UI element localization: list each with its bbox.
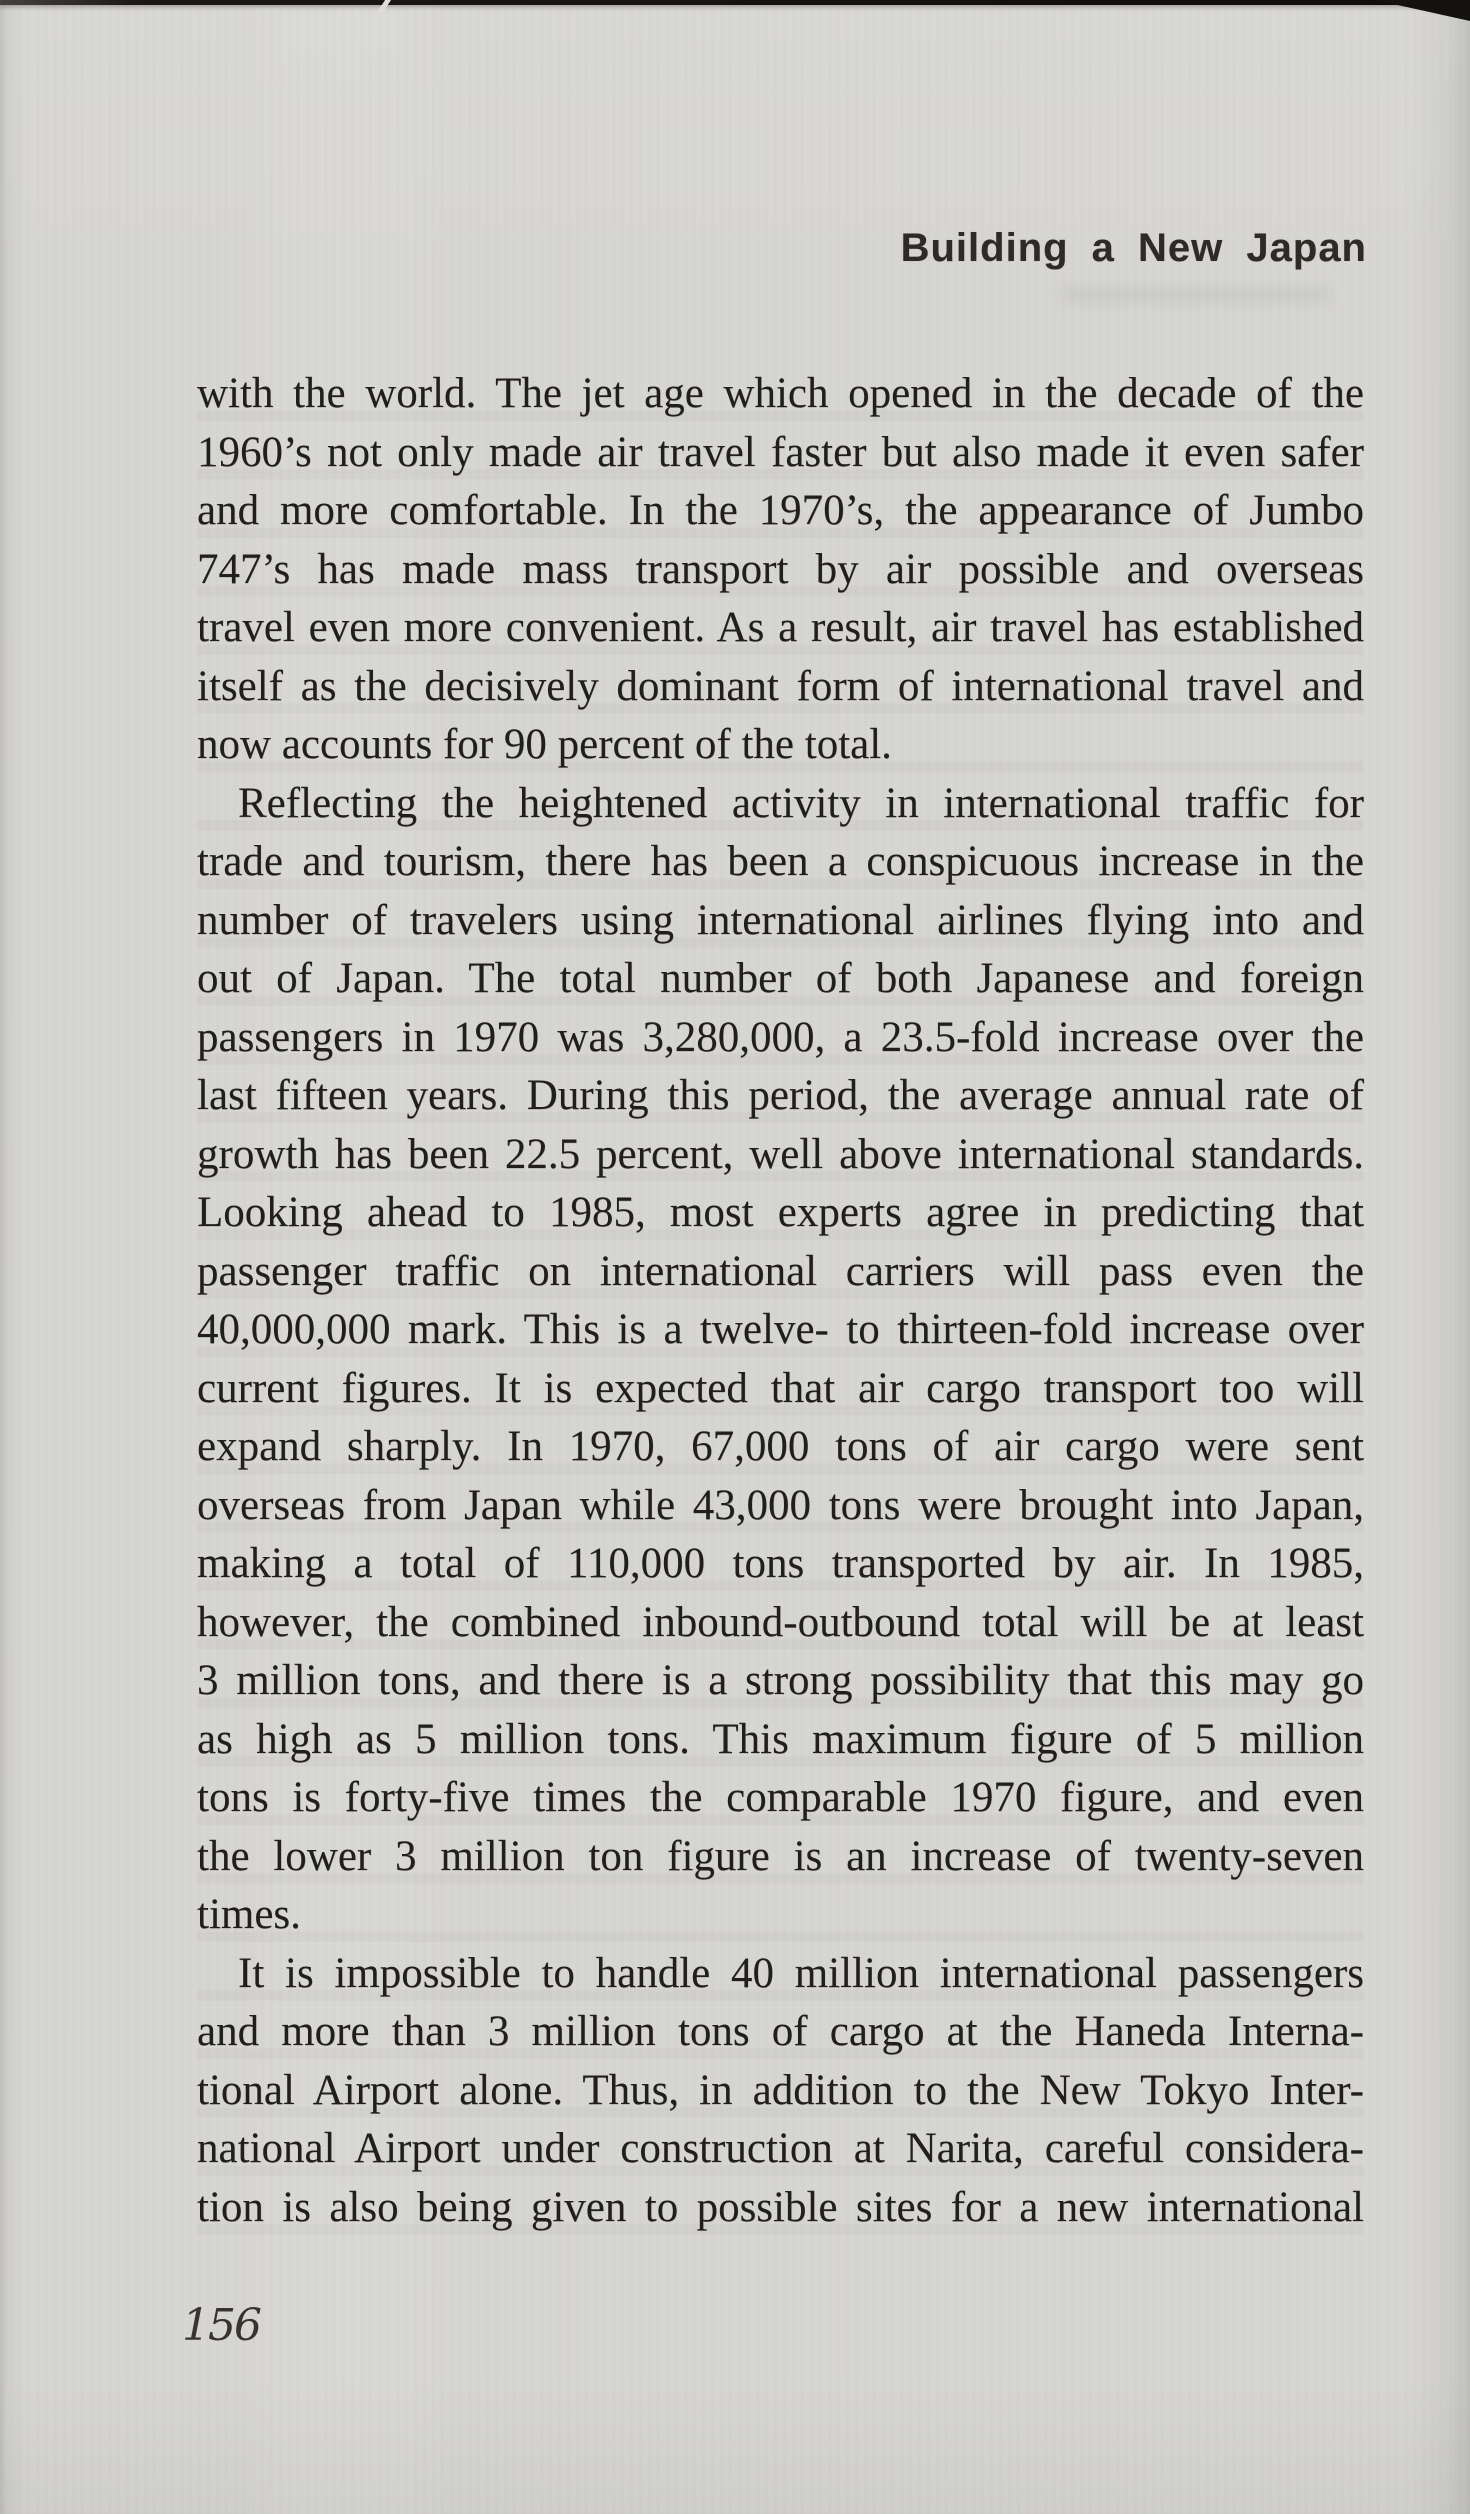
text-line: Looking ahead to 1985, most experts agree in predicting that — [197, 1189, 1364, 1236]
text-line: national Airport under construction at Narita, careful considera- — [197, 2125, 1364, 2172]
text-line: overseas from Japan while 43,000 tons were brought into Japan, — [197, 1481, 1364, 1529]
text-line: tion is also being given to possible sites for a new international — [197, 2183, 1364, 2231]
text-line: Reflecting the heightened activity in international traffic for — [238, 779, 1364, 827]
header-ink-ghost — [1060, 288, 1330, 301]
text-line: tons is forty-five times the comparable 1970 figure, and even — [197, 1774, 1364, 1821]
scan-corner-artifact — [1375, 0, 1470, 21]
text-line: number of travelers using international airlines flying into and — [197, 896, 1364, 944]
page-number: 156 — [182, 2300, 260, 2351]
text-line: growth has been 22.5 percent, well above international standards. — [197, 1130, 1364, 1178]
text-line: last fifteen years. During this period, the average annual rate of — [197, 1072, 1364, 1119]
text-line: now accounts for 90 percent of the total. — [197, 721, 892, 768]
text-line: the lower 3 million ton figure is an increase of twenty-seven — [197, 1832, 1364, 1880]
text-line: and more comfortable. In the 1970’s, the appearance of Jumbo — [197, 487, 1364, 534]
text-line: as high as 5 million tons. This maximum figure of 5 million — [197, 1715, 1364, 1763]
text-line: current figures. It is expected that air cargo transport too will — [197, 1364, 1364, 1412]
text-line: times. — [197, 1891, 301, 1938]
text-line: passenger traffic on international carriers will pass even the — [197, 1247, 1364, 1295]
text-line: 3 million tons, and there is a strong possibility that this may go — [197, 1657, 1364, 1704]
text-line: trade and tourism, there has been a conspicuous increase in the — [197, 838, 1364, 885]
text-line: however, the combined inbound-outbound total will be at least — [197, 1598, 1364, 1646]
text-line: out of Japan. The total number of both Japanese and foreign — [197, 955, 1364, 1002]
running-header: Building a New Japan — [900, 226, 1367, 270]
text-line: making a total of 110,000 tons transported by air. In 1985, — [197, 1540, 1364, 1587]
text-line: and more than 3 million tons of cargo at the Haneda Interna- — [197, 2008, 1364, 2055]
text-line: tional Airport alone. Thus, in addition to the New Tokyo Inter- — [197, 2066, 1364, 2114]
text-line: expand sharply. In 1970, 67,000 tons of air cargo were sent — [197, 1423, 1364, 1470]
text-line: travel even more convenient. As a result, air travel has established — [197, 604, 1364, 651]
text-line: with the world. The jet age which opened in the decade of the — [197, 370, 1364, 417]
text-line: passengers in 1970 was 3,280,000, a 23.5-fold increase over the — [197, 1013, 1364, 1061]
body-text — [197, 365, 1364, 2237]
scan-top-edge-artifact — [0, 0, 1470, 5]
text-line: 40,000,000 mark. This is a twelve- to thirteen-fold increase over — [197, 1306, 1364, 1353]
text-line: 747’s has made mass transport by air possible and overseas — [197, 545, 1364, 593]
text-line: itself as the decisively dominant form of international travel and — [197, 662, 1364, 710]
text-line: It is impossible to handle 40 million international passengers — [238, 1949, 1364, 1997]
text-line: 1960’s not only made air travel faster but also made it even safer — [197, 428, 1364, 476]
